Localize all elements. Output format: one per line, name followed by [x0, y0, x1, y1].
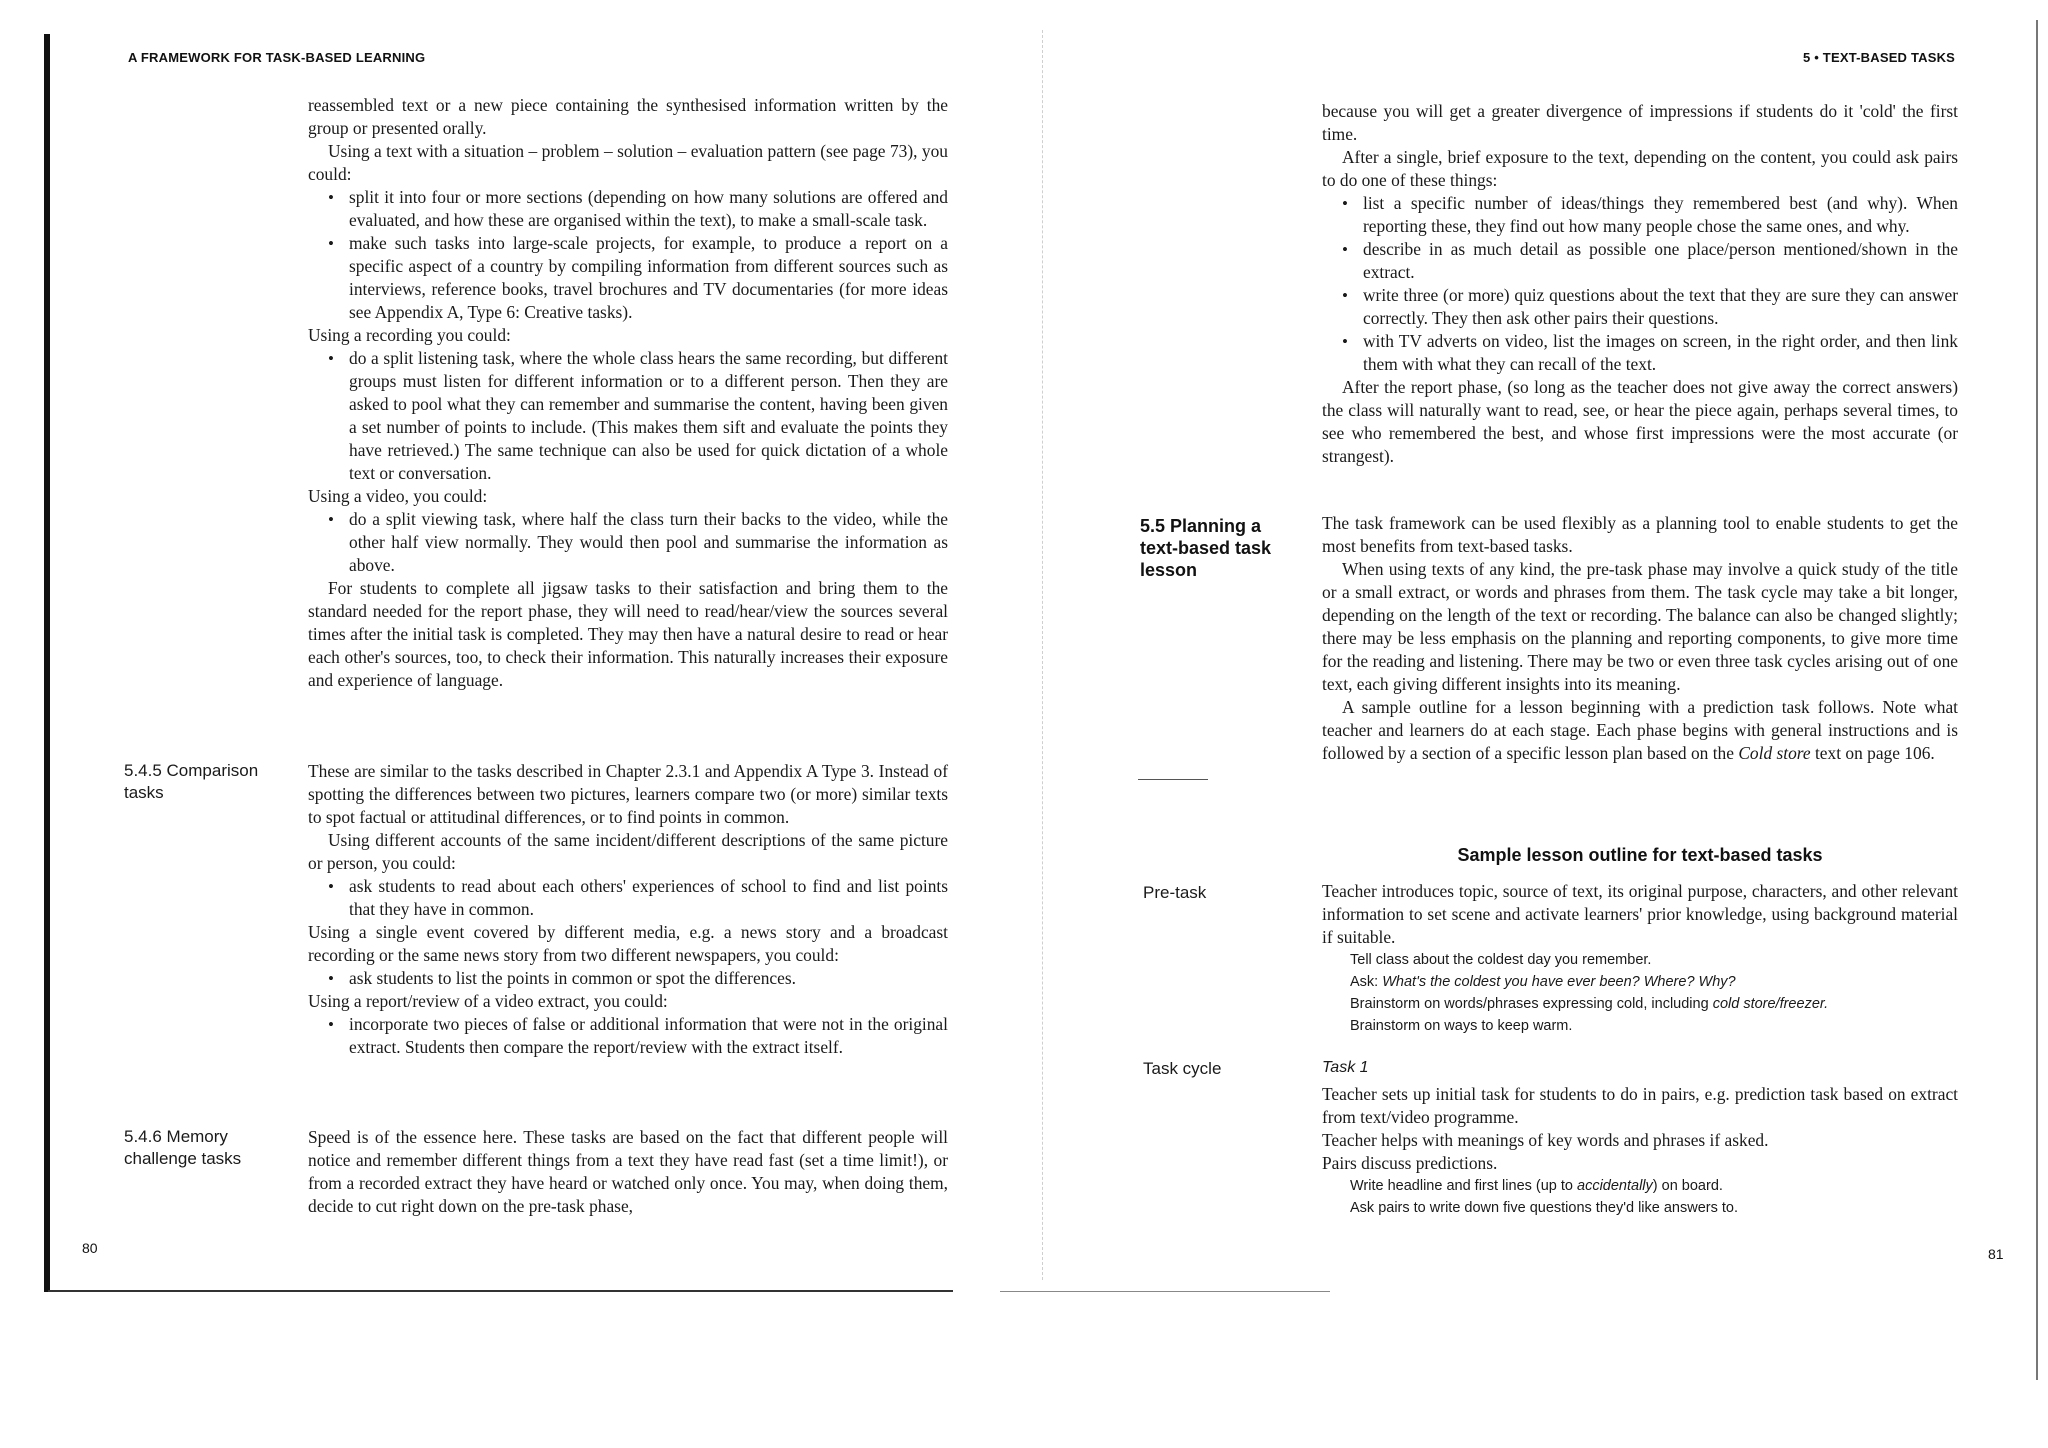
list-item — [308, 186, 948, 232]
paragraph: Teacher introduces topic, source of text, its original purpose, characters, and other relevant information to set scene and activate learners' prior knowledge, using background material if suitable. — [1322, 881, 1958, 947]
step-line: Ask pairs to write down five questions they'd like answers to. — [1350, 1200, 1739, 1216]
step-text: Ask: — [1350, 974, 1383, 990]
left-main-column — [308, 94, 948, 692]
paragraph: When using texts of any kind, the pre-task phase may involve a quick study of the title or a small extract, or words and phrases from them. The task cycle may take a bit longer, depending on the length of the text or recording. The balance can also be changed slightly; there may be less emphasis on the planning and reporting components, to give more time for the reading and listening. There may be two or even three task cycles arising out of one text, each giving different insights into its meaning. — [1322, 559, 1958, 694]
paragraph: Using a report/review of a video extract, you could: — [308, 991, 668, 1011]
video-bullet-list — [308, 508, 948, 577]
stage-label-task-cycle: Task cycle — [1143, 1059, 1222, 1078]
right-running-head: 5 • TEXT-BASED TASKS — [1803, 50, 1956, 65]
report-bullet-list — [308, 1013, 948, 1059]
divider — [1138, 779, 1208, 780]
list-item — [1322, 284, 1958, 330]
pre-task-section — [1322, 880, 1958, 1037]
step-line: Tell class about the coldest day you remember. — [1350, 952, 1652, 968]
step-line: Brainstorm on ways to keep warm. — [1350, 1018, 1573, 1034]
task-cycle-section — [1322, 1056, 1958, 1219]
list-item-text: incorporate two pieces of false or additional information that were not in the original extract. Students then compare the report/review with the extract itself. — [349, 1014, 948, 1057]
step-text: Brainstorm on words/phrases expressing cold, including — [1350, 996, 1713, 1012]
list-item — [308, 967, 948, 990]
bullet-icon — [328, 186, 334, 209]
comparison-section — [308, 760, 948, 1059]
list-item — [1322, 330, 1958, 376]
list-item-text: describe in as much detail as possible one place/person mentioned/shown in the extract. — [1363, 239, 1958, 282]
paragraph: Using a recording you could: — [308, 325, 511, 345]
bullet-icon — [328, 967, 334, 990]
bottom-rule-right — [1000, 1291, 1330, 1292]
step-question: What's the coldest you have ever been? Where? Why? — [1382, 974, 1736, 990]
left-page-number: 80 — [82, 1240, 98, 1256]
bullet-icon — [328, 1013, 334, 1036]
list-item-text: split it into four or more sections (depending on how many solutions are offered and evaluated, and how these are organised within the text), to make a small-scale task. — [349, 187, 948, 230]
paragraph: Using a video, you could: — [308, 486, 488, 506]
list-item-text: with TV adverts on video, list the images on screen, in the right order, and then link them with what they can recall of the text. — [1363, 331, 1958, 374]
step-emphasis: cold store/freezer. — [1712, 996, 1829, 1012]
paragraph: Using different accounts of the same incident/different descriptions of the same picture or person, you could: — [308, 830, 948, 873]
bullet-icon — [328, 232, 334, 255]
accounts-bullet-list — [308, 875, 948, 921]
step-emphasis: accidentally — [1577, 1178, 1653, 1194]
list-item — [308, 508, 948, 577]
media-bullet-list — [308, 967, 948, 990]
planning-section — [1322, 512, 1958, 765]
text-title: Cold store — [1738, 743, 1811, 763]
step-line — [1322, 993, 1958, 1015]
section-label-comparison: 5.4.5 Comparison tasks — [124, 761, 259, 802]
memory-section — [308, 1126, 948, 1218]
paragraph: Using a text with a situation – problem – solution – evaluation pattern (see page 73), you could: — [308, 141, 948, 184]
step-text: Write headline and first lines (up to — [1350, 1178, 1578, 1194]
bullet-icon — [1342, 284, 1348, 307]
left-running-head: A FRAMEWORK FOR TASK-BASED LEARNING — [128, 50, 426, 65]
task-title: Task 1 — [1322, 1059, 1369, 1076]
section-label-memory: 5.4.6 Memory challenge tasks — [124, 1127, 242, 1168]
binding-shadow — [44, 34, 50, 1292]
right-edge-shadow — [2036, 20, 2038, 1380]
list-item — [308, 1013, 948, 1059]
bullet-icon — [328, 875, 334, 898]
paragraph: Teacher sets up initial task for students to do in pairs, e.g. prediction task based on extract from text/video programme. — [1322, 1084, 1958, 1127]
paragraph: The task framework can be used flexibly as a planning tool to enable students to get the most benefits from text-based tasks. — [1322, 513, 1958, 556]
list-item — [1322, 192, 1958, 238]
recording-bullet-list — [308, 347, 948, 485]
bullet-icon — [1342, 238, 1348, 261]
book-gutter — [1042, 30, 1044, 1280]
list-item-text: do a split listening task, where the whole class hears the same recording, but different groups must listen for different information or to a different person. Then they are asked to pool what they can remember and summarise the content, having been given a set number of points to include. (This makes them sift and evaluate the points they have retrieved.) The same technique can also be used for quick dictation of a whole text or conversation. — [349, 348, 948, 483]
paragraph-text: A sample outline for a lesson beginning with a prediction task follows. Note what teacher and learners do at each stage. Each phase begins with general instructions and is followed by a section of a specific lesson plan based on the — [1322, 697, 1958, 763]
situation-bullet-list — [308, 186, 948, 324]
paragraph: reassembled text or a new piece containing the synthesised information written by the group or presented orally. — [308, 95, 948, 138]
list-item — [308, 347, 948, 485]
bullet-icon — [1342, 192, 1348, 215]
list-item-text: do a split viewing task, where half the class turn their backs to the video, while the other half view normally. They would then pool and summarise the information as above. — [349, 509, 948, 575]
step-line — [1322, 1175, 1958, 1197]
paragraph-text: text on page 106. — [1810, 743, 1935, 763]
bullet-icon — [1342, 330, 1348, 353]
paragraph: Pairs discuss predictions. — [1322, 1153, 1498, 1173]
bottom-rule-left — [48, 1290, 953, 1292]
stage-label-pre-task: Pre-task — [1143, 883, 1207, 902]
right-main-column — [1322, 100, 1958, 468]
list-item-text: ask students to list the points in common or spot the differences. — [349, 968, 796, 988]
paragraph: Teacher helps with meanings of key words and phrases if asked. — [1322, 1130, 1769, 1150]
paragraph — [1322, 696, 1958, 765]
right-page-number: 81 — [1988, 1246, 2004, 1262]
list-item-text: ask students to read about each others' experiences of school to find and list points that they have in common. — [349, 876, 948, 919]
sample-outline-title: Sample lesson outline for text-based tasks — [1457, 845, 1823, 865]
step-text: ) on board. — [1652, 1178, 1723, 1194]
list-item-text: write three (or more) quiz questions about the text that they are sure they can answer correctly. They then ask other pairs their questions. — [1363, 285, 1958, 328]
paragraph: After a single, brief exposure to the text, depending on the content, you could ask pairs to do one of these things: — [1322, 147, 1958, 190]
paragraph: Speed is of the essence here. These tasks are based on the fact that different people will notice and remember different things from a text they have read fast (set a time limit!), or from a recorded extract they have heard or watched only once. You may, when doing them, decide to cut right down on the pre-task phase, — [308, 1127, 948, 1216]
memory-bullet-list — [1322, 192, 1958, 376]
paragraph: For students to complete all jigsaw tasks to their satisfaction and bring them to the standard needed for the report phase, they will need to read/hear/view the sources several times after the initial task is completed. They may then have a natural desire to read or hear each other's sources, too, to check their information. This naturally increases their exposure and experience of language. — [308, 578, 948, 690]
paragraph: because you will get a greater divergence of impressions if students do it 'cold' the first time. — [1322, 101, 1958, 144]
list-item — [308, 875, 948, 921]
paragraph: These are similar to the tasks described in Chapter 2.3.1 and Appendix A Type 3. Instead of spotting the differences between two pictures, learners compare two (or more) similar texts to spot factual or attitudinal differences, or to find points in common. — [308, 761, 948, 827]
section-heading-planning: 5.5 Planning a text-based task lesson — [1140, 516, 1272, 580]
paragraph: After the report phase, (so long as the teacher does not give away the correct answers) the class will naturally want to read, see, or hear the piece again, perhaps several times, to see who remembered the best, and whose first impressions were the most accurate (or strangest). — [1322, 377, 1958, 466]
list-item-text: make such tasks into large-scale projects, for example, to produce a report on a specific aspect of a country by compiling information from different sources such as interviews, reference books, travel brochures and TV documentaries (for more ideas see Appendix A, Type 6: Creative tasks). — [349, 233, 948, 322]
list-item — [1322, 238, 1958, 284]
bullet-icon — [328, 347, 334, 370]
list-item — [308, 232, 948, 324]
list-item-text: list a specific number of ideas/things they remembered best (and why). When reporting these, they find out how many people chose the same ones, and why. — [1363, 193, 1958, 236]
paragraph: Using a single event covered by different media, e.g. a news story and a broadcast recording or the same news story from two different newspapers, you could: — [308, 922, 948, 965]
bullet-icon — [328, 508, 334, 531]
step-line — [1322, 971, 1958, 993]
